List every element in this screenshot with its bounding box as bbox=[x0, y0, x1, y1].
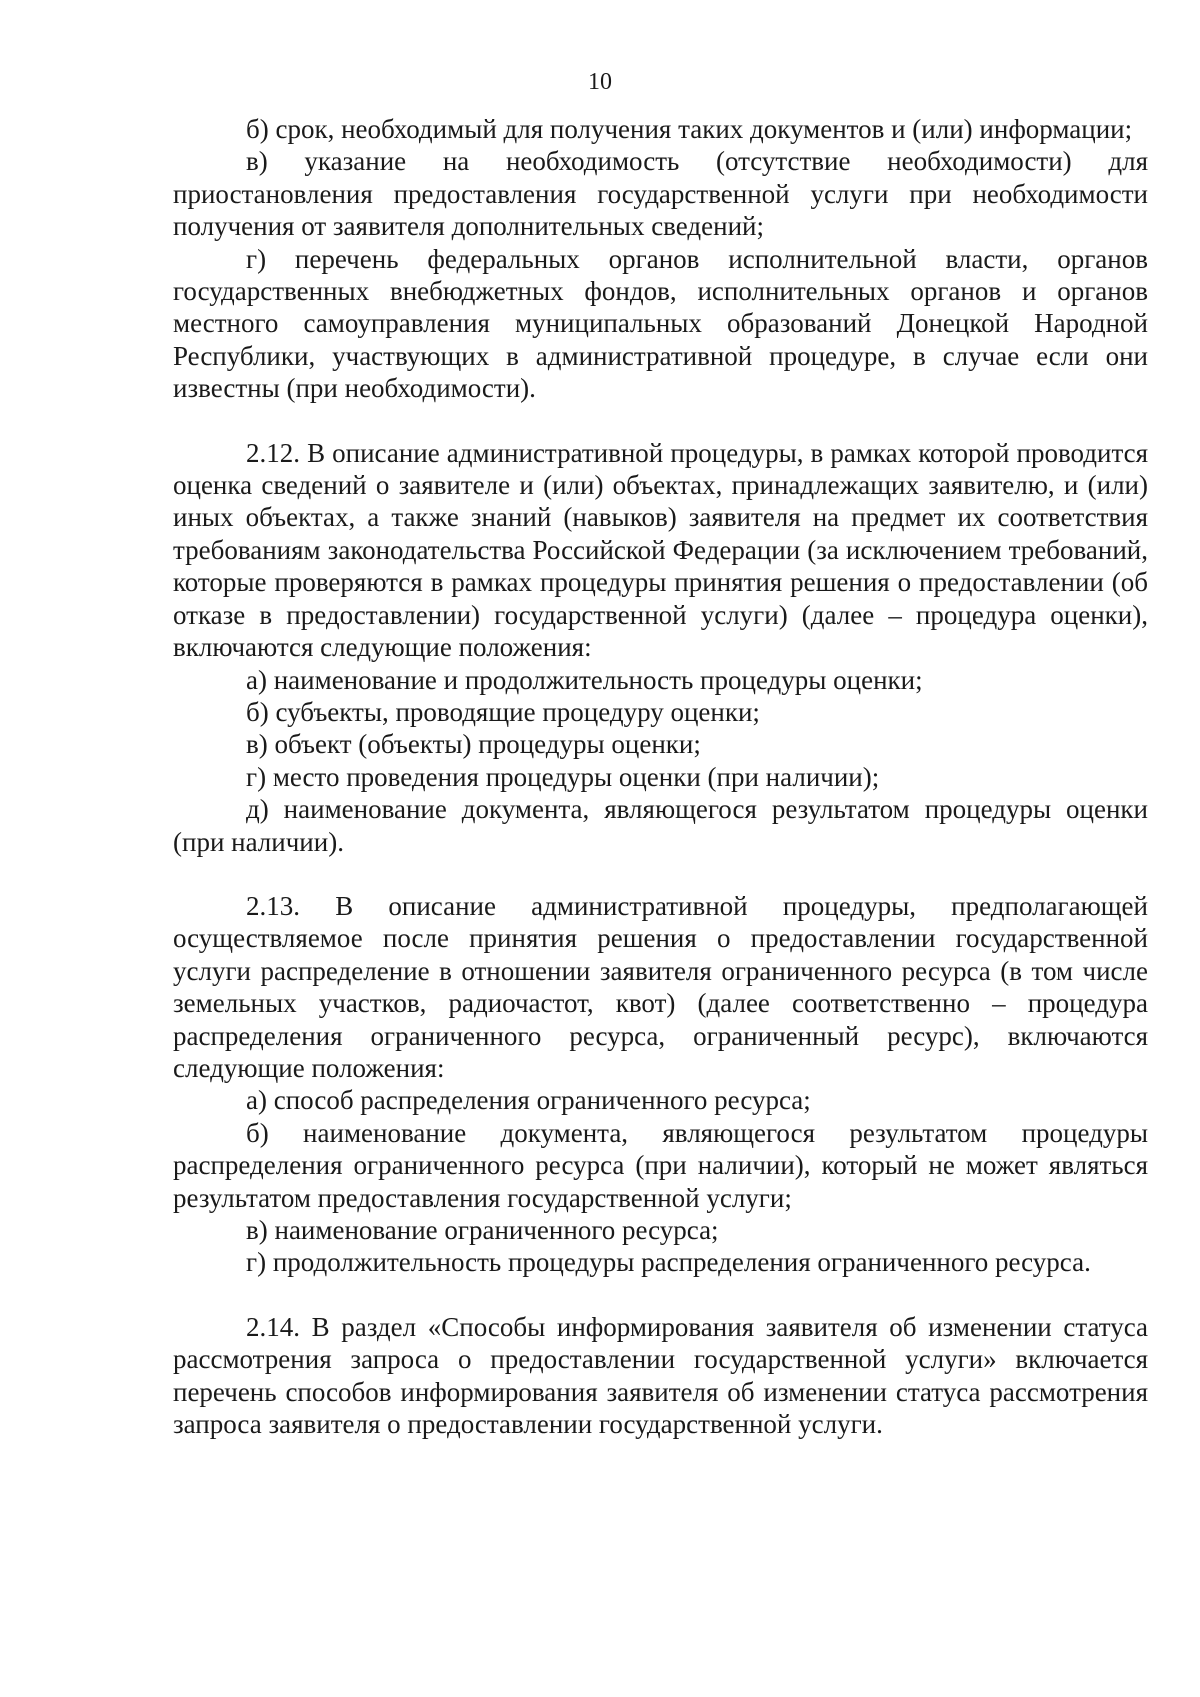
paragraph-section-2-12: 2.12. В описание административной процедуры, в рамках которой проводится оценка сведений о заявителе и (или) объектах, принадлежащих заявителю, и (или) иных объектах, а также знаний (навыков) заявителя на предмет их соответствия требованиям законодательства Российской Федерации (за исключением требований, которые проверяются в рамках процедуры принятия решения о предоставлении (об отказе в предоставлении) государственной услуги) (далее – процедура оценки), включаются следующие положения: bbox=[173, 437, 1148, 663]
paragraph-2-12-item-g: г) место проведения процедуры оценки (при наличии); bbox=[246, 761, 880, 792]
paragraph-2-12-item-v: в) объект (объекты) процедуры оценки; bbox=[246, 729, 701, 760]
section-spacer bbox=[173, 405, 1148, 437]
paragraph-2-12-item-a: а) наименование и продолжительность процедуры оценки; bbox=[246, 664, 923, 695]
section-spacer bbox=[173, 1279, 1148, 1311]
section-spacer bbox=[173, 858, 1148, 890]
paragraph-item-b-deadline: б) срок, необходимый для получения таких документов и (или) информации; bbox=[246, 114, 1133, 144]
document-body bbox=[173, 113, 1148, 1440]
paragraph-section-2-13: 2.13. В описание административной процедуры, предполагающей осуществляемое после принятия решения о предоставлении государственной услуги распределение в отношении заявителя ограниченного ресурса (в том числе земельных участков, радиочастот, квот) (далее соответственно – процедура распределения ограниченного ресурса, ограниченный ресурс), включаются следующие положения: bbox=[173, 890, 1148, 1083]
paragraph-2-13-item-v: в) наименование ограниченного ресурса; bbox=[246, 1215, 719, 1245]
paragraph-2-12-item-d: д) наименование документа, являющегося результатом процедуры оценки (при наличии). bbox=[173, 794, 1148, 857]
paragraph-section-2-14: 2.14. В раздел «Способы информирования заявителя об изменении статуса рассмотрения запроса о предоставлении государственной услуги» включается перечень способов информирования заявителя об изменении статуса рассмотрения запроса заявителя о предоставлении государственной услуги. bbox=[173, 1311, 1148, 1440]
page-number: 10 bbox=[588, 69, 612, 95]
paragraph-item-v-suspension: в) указание на необходимость (отсутствие необходимости) для приостановления предоставления государственной услуги при необходимости получения от заявителя дополнительных сведений; bbox=[173, 146, 1148, 242]
paragraph-2-12-item-b: б) субъекты, проводящие процедуру оценки; bbox=[246, 696, 760, 727]
paragraph-2-13-item-a: а) способ распределения ограниченного ресурса; bbox=[246, 1085, 811, 1116]
paragraph-item-g-authorities: г) перечень федеральных органов исполнительной власти, органов государственных внебюджетных фондов, исполнительных органов и органов местного самоуправления муниципальных образований Донецкой Народной Республики, участвующих в административной процедуре, в случае если они известны (при необходимости). bbox=[173, 243, 1148, 404]
paragraph-2-13-item-b: б) наименование документа, являющегося результатом процедуры распределения ограниченного ресурса (при наличии), который не может являться результатом предоставления государственной услуги; bbox=[173, 1117, 1148, 1213]
paragraph-2-13-item-g: г) продолжительность процедуры распределения ограниченного ресурса. bbox=[246, 1247, 1091, 1278]
